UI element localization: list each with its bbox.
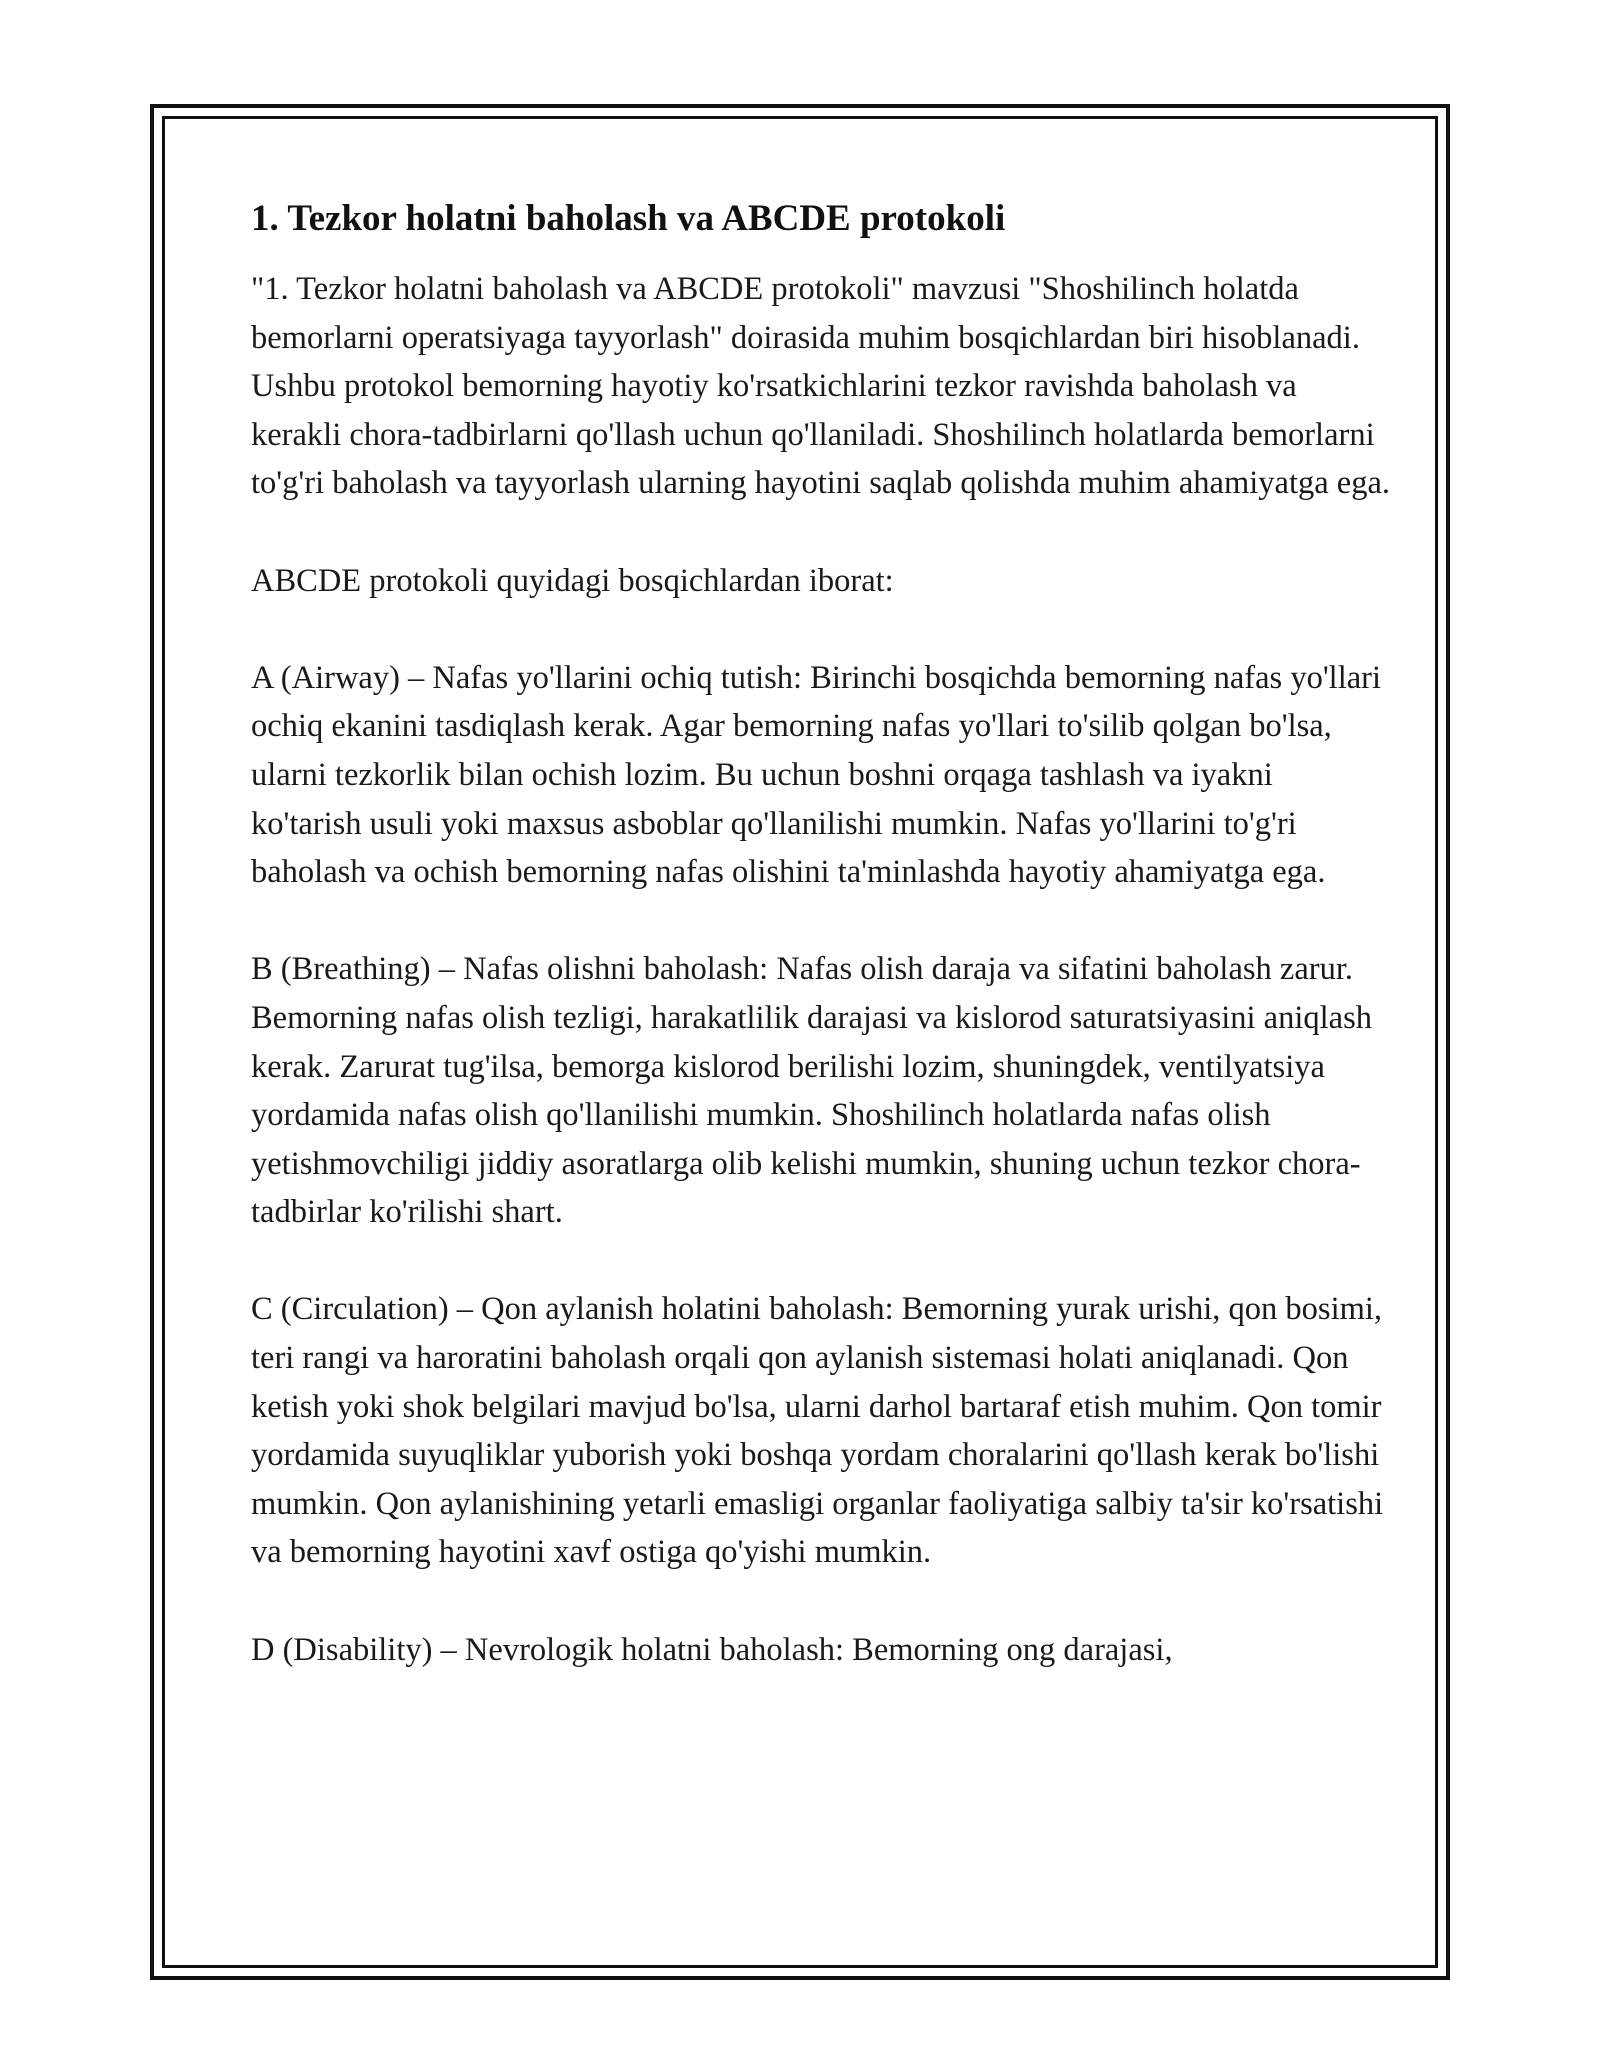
breathing-paragraph: B (Breathing) – Nafas olishni baholash: Nafas olish daraja va sifatini baholash zarur. Bemorning nafas olish tezligi, harakatlilik darajasi va kislorod saturatsiyasini aniqlash kerak. Zarurat tug'ilsa, bemorga kislorod berilishi lozim, shuningdek, ventilyatsiya yordamida nafas olish qo'llanilishi mumkin. Shoshilinch holatlarda nafas olish yetishmovchiligi jiddiy asoratlarga olib kelishi mumkin, shuning uchun tezkor chora-tadbirlar ko'rilishi shart. <box>251 951 1372 1231</box>
page-frame <box>150 104 1450 1980</box>
page-frame-inner <box>162 116 1438 1968</box>
airway-paragraph: A (Airway) – Nafas yo'llarini ochiq tutish: Birinchi bosqichda bemorning nafas yo'llari ochiq ekanini tasdiqlash kerak. Agar bemorning nafas yo'llari to'silib qolgan bo'lsa, ularni tezkorlik bilan ochish lozim. Bu uchun boshni orqaga tashlash va iyakni ko'tarish usuli yoki maxsus asboblar qo'llanilishi mumkin. Nafas yo'llarini to'g'ri baholash va ochish bemorning nafas olishini ta'minlashda hayotiy ahamiyatga ega. <box>251 659 1382 891</box>
circulation-paragraph: C (Circulation) – Qon aylanish holatini baholash: Bemorning yurak urishi, qon bosimi, teri rangi va haroratini baholash orqali qon aylanish sistemasi holati aniqlanadi. Qon ketish yoki shok belgilari mavjud bo'lsa, ularni darhol bartaraf etish muhim. Qon tomir yordamida suyuqliklar yuborish yoki boshqa yordam choralarini qo'llash kerak bo'lishi mumkin. Qon aylanishining yetarli emasligi organlar faoliyatiga salbiy ta'sir ko'rsatishi va bemorning hayotini xavf ostiga qo'yishi mumkin. <box>251 1291 1384 1571</box>
disability-paragraph: D (Disability) – Nevrologik holatni baholash: Bemorning ong darajasi, <box>251 1631 1173 1668</box>
protocol-steps-intro: ABCDE protokoli quyidagi bosqichlardan iborat: <box>251 562 894 599</box>
document-body <box>251 195 1391 1674</box>
intro-paragraph: "1. Tezkor holatni baholash va ABCDE protokoli" mavzusi "Shoshilinch holatda bemorlarni operatsiyaga tayyorlash" doirasida muhim bosqichlardan biri hisoblanadi. Ushbu protokol bemorning hayotiy ko'rsatkichlarini tezkor ravishda baholash va kerakli chora-tadbirlarni qo'llash uchun qo'llaniladi. Shoshilinch holatlarda bemorlarni to'g'ri baholash va tayyorlash ularning hayotini saqlab qolishda muhim ahamiyatga ega. <box>251 271 1391 502</box>
document-title: 1. Tezkor holatni baholash va ABCDE protokoli <box>251 198 1006 239</box>
